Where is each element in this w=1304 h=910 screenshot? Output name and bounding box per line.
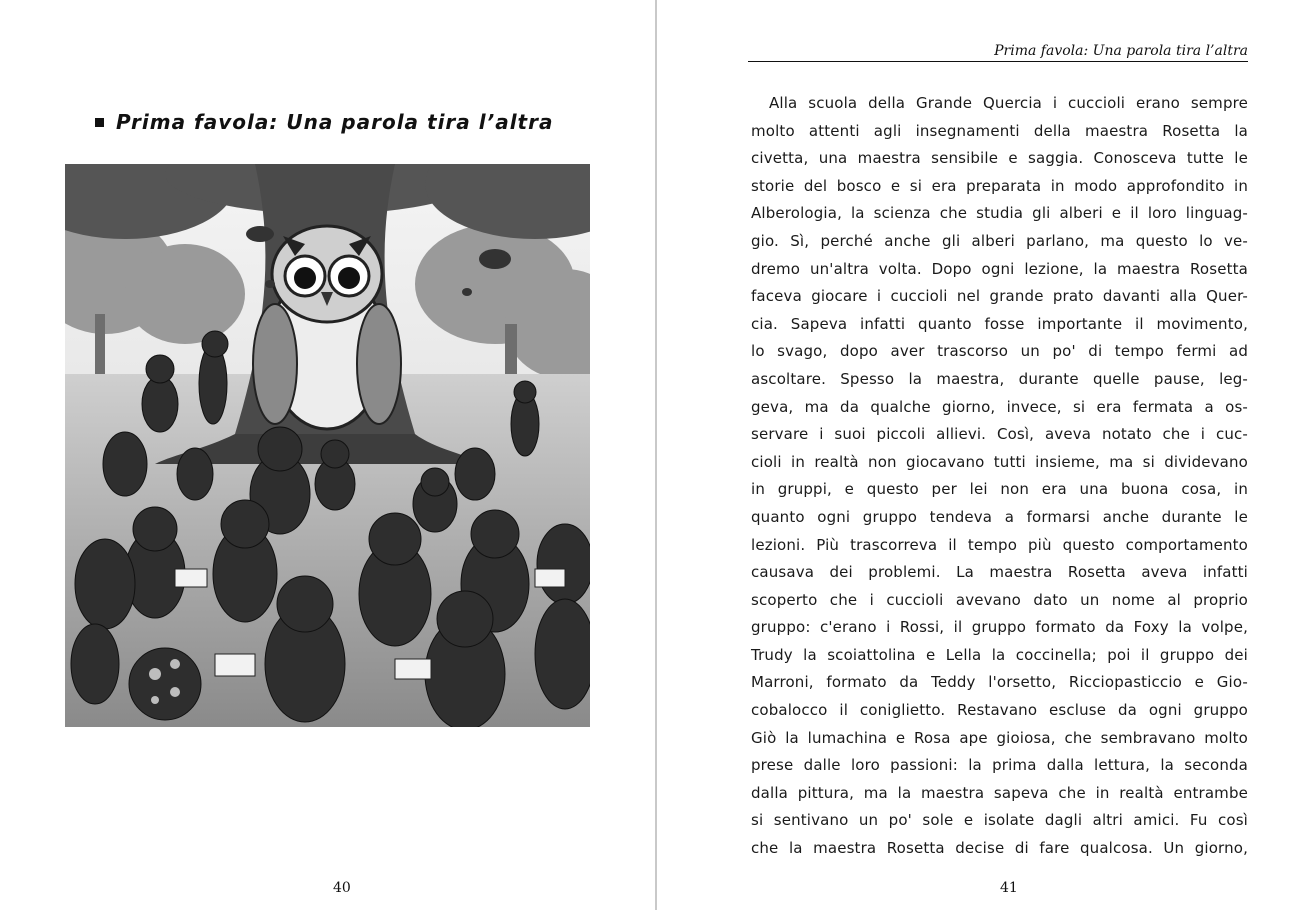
body-line: cia. Sapeva infatti quanto fosse importante il movimento, <box>751 314 1248 333</box>
running-header: Prima favola: Una parola tira l’altra <box>994 43 1248 59</box>
owl-teacher-illustration <box>65 164 590 727</box>
body-line: quanto ogni gruppo tendeva a formarsi anche durante le <box>751 507 1248 526</box>
body-line: si sentivano un po' sole e isolate dagli altri amici. Fu così <box>751 811 1248 830</box>
body-line: geva, ma da qualche giorno, invece, si era fermata a os- <box>751 397 1248 416</box>
body-line: gruppo: c'erano i Rossi, il gruppo formato da Foxy la volpe, <box>751 618 1248 637</box>
right-page <box>657 0 1304 910</box>
body-line: dalla pittura, ma la maestra sapeva che in realtà entrambe <box>751 783 1248 802</box>
body-line: Alla scuola della Grande Quercia i cuccioli erano sempre <box>769 94 1248 112</box>
body-line: Alberologia, la scienza che studia gli alberi e il loro linguag- <box>751 204 1248 223</box>
body-line: servare i suoi piccoli allievi. Così, aveva notato che i cuc- <box>751 425 1248 444</box>
body-line: Trudy la scoiattolina e Lella la coccinella; poi il gruppo dei <box>751 645 1248 664</box>
square-bullet-icon <box>95 118 104 127</box>
body-line: prese dalle loro passioni: la prima dalla lettura, la seconda <box>751 756 1248 775</box>
page-number: 40 <box>333 880 351 896</box>
body-line: civetta, una maestra sensibile e saggia. Conosceva tutte le <box>751 149 1248 168</box>
page-number: 41 <box>1000 880 1018 896</box>
body-line: storie del bosco e si era preparata in modo approfondito in <box>751 176 1248 195</box>
body-line: Marroni, formato da Teddy l'orsetto, Ricciopasticcio e Gio- <box>751 673 1248 692</box>
header-rule <box>748 61 1248 62</box>
body-line: lezioni. Più trascorreva il tempo più questo comportamento <box>751 535 1248 554</box>
chapter-title <box>95 110 553 134</box>
body-line: causava dei problemi. La maestra Rosetta aveva infatti <box>751 563 1248 582</box>
body-line: scoperto che i cuccioli avevano dato un nome al proprio <box>751 590 1248 609</box>
body-text <box>751 90 1248 863</box>
body-line: cioli in realtà non giocavano tutti insieme, ma si dividevano <box>751 452 1248 471</box>
body-line: ascoltare. Spesso la maestra, durante quelle pause, leg- <box>751 369 1248 388</box>
body-line: Giò la lumachina e Rosa ape gioiosa, che sembravano molto <box>751 728 1248 747</box>
body-line: lo svago, dopo aver trascorso un po' di tempo fermi ad <box>751 342 1248 361</box>
body-line: dremo un'altra volta. Dopo ogni lezione, la maestra Rosetta <box>751 259 1248 278</box>
body-line: molto attenti agli insegnamenti della maestra Rosetta la <box>751 121 1248 140</box>
body-line: cobalocco il coniglietto. Restavano escluse da ogni gruppo <box>751 701 1248 720</box>
chapter-title-text: Prima favola: Una parola tira l’altra <box>116 110 554 134</box>
body-line: faceva giocare i cuccioli nel grande prato davanti alla Quer- <box>751 287 1248 306</box>
body-line: in gruppi, e questo per lei non era una buona cosa, in <box>751 480 1248 499</box>
body-line: che la maestra Rosetta decise di fare qualcosa. Un giorno, <box>751 839 1248 858</box>
body-line: gio. Sì, perché anche gli alberi parlano, ma questo lo ve- <box>751 231 1248 250</box>
